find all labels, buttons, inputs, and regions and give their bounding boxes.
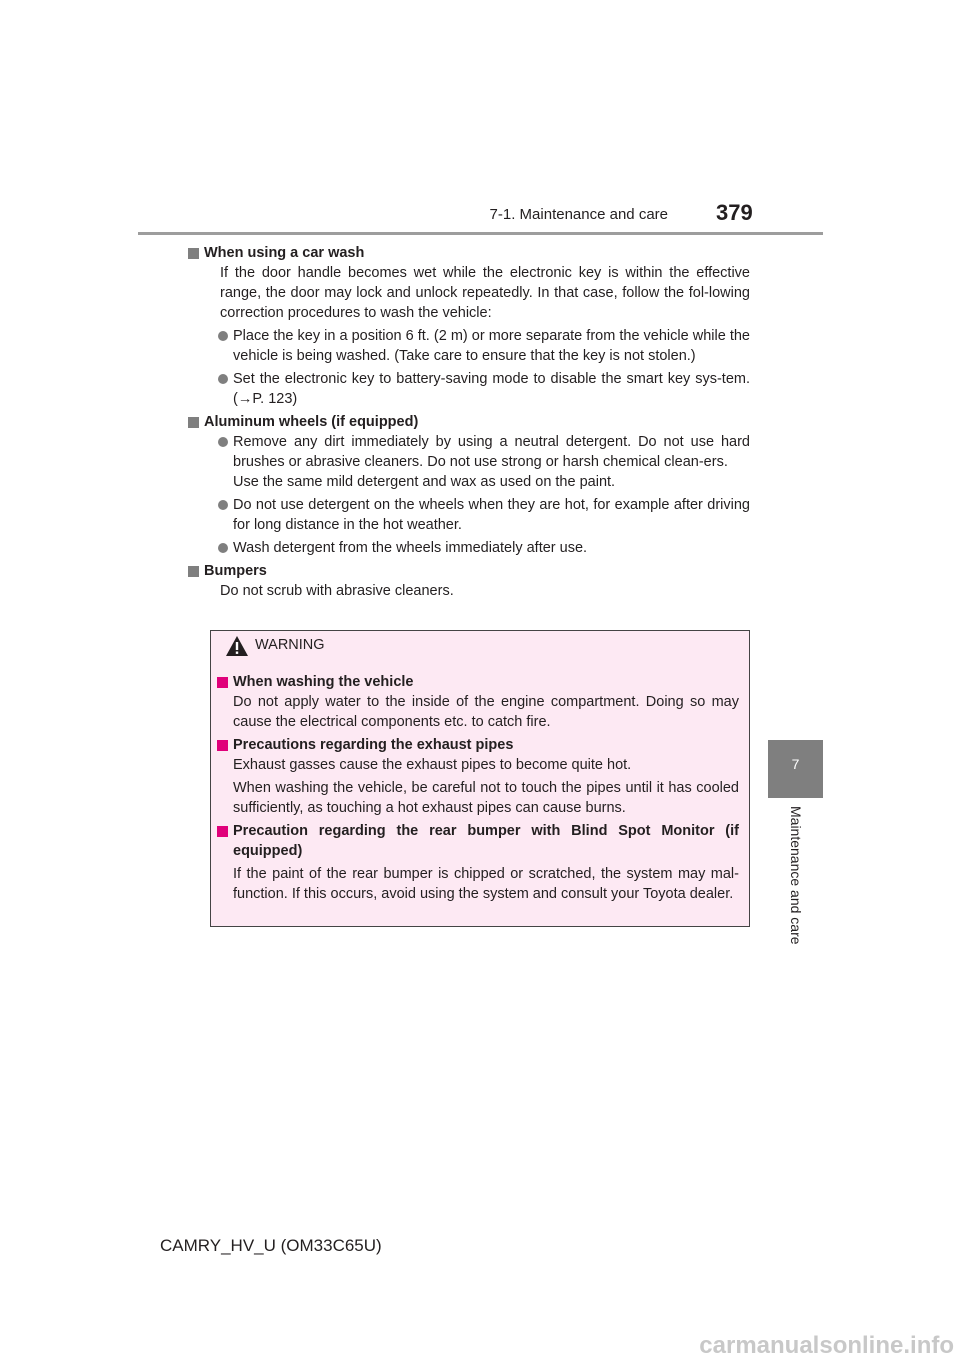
watermark: carmanualsonline.info — [699, 1332, 954, 1359]
bullet-text: Set the electronic key to battery-saving mode to disable the smart key sys-tem. (→P. 123) — [233, 371, 750, 407]
round-bullet-icon — [218, 437, 228, 447]
section-title: 7-1. Maintenance and care — [489, 206, 668, 223]
warning-title: WARNING — [255, 637, 325, 653]
bullet-text: Do not use detergent on the wheels when they are hot, for example after driving for long distance in the hot weather. — [233, 497, 750, 533]
warning-body — [211, 661, 749, 926]
section-heading-car-wash — [188, 243, 744, 263]
heading-text: Bumpers — [204, 563, 267, 579]
round-bullet-icon — [218, 543, 228, 553]
bullet-text: Place the key in a position 6 ft. (2 m) or more separate from the vehicle while the vehicle is being washed. (Take care to ensure that the key is not stolen.) — [233, 328, 750, 364]
warning-paragraph: When washing the vehicle, be careful not to touch the pipes until it has cooled sufficiently, as touching a hot exhaust pipes can cause burns. — [233, 780, 739, 816]
warning-triangle-icon — [225, 635, 249, 657]
heading-text: Precaution regarding the rear bumper with Blind Spot Monitor (if equipped) — [233, 823, 739, 859]
chapter-label: Maintenance and care — [788, 806, 804, 945]
list-item — [204, 432, 750, 492]
header-divider — [138, 232, 823, 235]
warning-heading — [217, 735, 739, 755]
warning-paragraph: If the paint of the rear bumper is chipped or scratched, the system may mal-function. If this occurs, avoid using the system and consult your Toyota dealer. — [233, 866, 739, 902]
bullet-text: Remove any dirt immediately by using a neutral detergent. Do not use hard brushes or abrasive cleaners. Do not use strong or harsh chemical clean-ers. — [233, 434, 750, 470]
square-bullet-icon — [188, 248, 199, 259]
warning-heading — [217, 672, 739, 692]
warning-header — [211, 631, 749, 662]
main-content — [204, 243, 750, 601]
bullet-text: Use the same mild detergent and wax as used on the paint. — [233, 474, 616, 490]
chapter-tab[interactable]: 7 — [768, 740, 823, 798]
list-item — [204, 495, 750, 535]
square-bullet-icon — [217, 740, 228, 751]
heading-text: Precautions regarding the exhaust pipes — [233, 737, 514, 753]
list-item — [204, 538, 750, 558]
footer-model-code: CAMRY_HV_U (OM33C65U) — [160, 1236, 382, 1255]
warning-paragraph: Exhaust gasses cause the exhaust pipes to become quite hot. — [233, 757, 632, 773]
square-bullet-icon — [188, 417, 199, 428]
list-item — [204, 326, 750, 366]
page-number: 379 — [716, 200, 753, 225]
square-bullet-icon — [188, 566, 199, 577]
warning-box — [210, 630, 750, 927]
bumpers-text: Do not scrub with abrasive cleaners. — [220, 583, 454, 599]
heading-text: When washing the vehicle — [233, 674, 414, 690]
warning-heading — [217, 821, 739, 861]
round-bullet-icon — [218, 500, 228, 510]
square-bullet-icon — [217, 826, 228, 837]
section-heading-aluminum-wheels — [188, 412, 750, 432]
round-bullet-icon — [218, 374, 228, 384]
round-bullet-icon — [218, 331, 228, 341]
car-wash-intro: If the door handle becomes wet while the electronic key is within the effective range, the door may lock and unlock repeatedly. In that case, follow the fol-lowing correction procedures to wash the vehicle: — [220, 265, 750, 321]
section-heading-bumpers — [188, 561, 750, 581]
heading-text: Aluminum wheels (if equipped) — [204, 414, 419, 430]
heading-text: When using a car wash — [204, 245, 365, 261]
warning-paragraph: Do not apply water to the inside of the engine compartment. Doing so may cause the electrical components etc. to catch fire. — [233, 694, 739, 730]
bullet-text: Wash detergent from the wheels immediately after use. — [233, 540, 588, 556]
square-bullet-icon — [217, 677, 228, 688]
list-item — [204, 369, 750, 409]
